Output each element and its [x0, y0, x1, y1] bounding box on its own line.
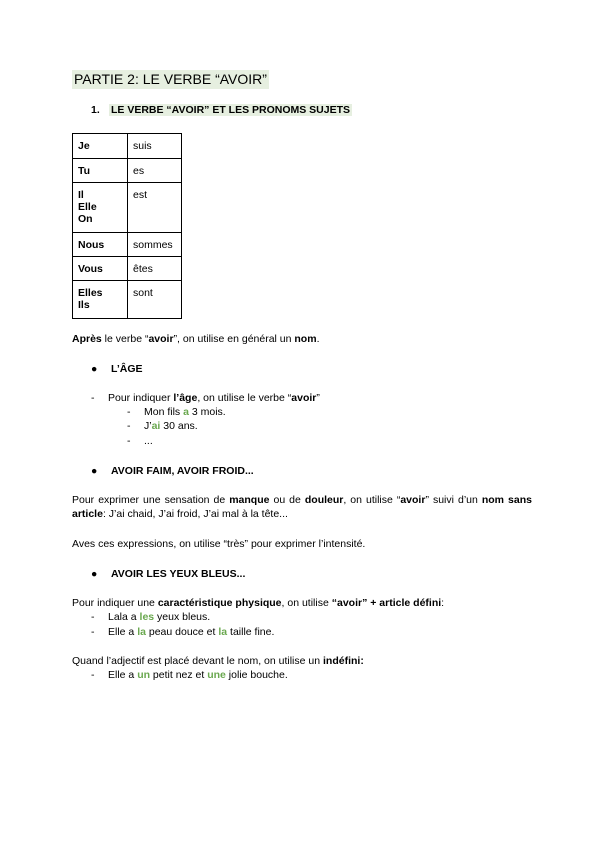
- section-label: LE VERBE “AVOIR” ET LES PRONOMS SUJETS: [111, 104, 351, 116]
- bullet-icon: ●: [91, 363, 98, 375]
- pronoun-cell: Tu: [73, 159, 128, 183]
- bullet-icon: ●: [91, 568, 98, 580]
- table-row: [73, 233, 182, 257]
- verb-cell: êtes: [128, 257, 182, 281]
- pronoun-cell: Je: [73, 134, 128, 159]
- faim-paragraph: Pour exprimer une sensation de manque ou de douleur, on utilise “avoir” suivi d’un nom sans article: J’ai chaid, J’ai froid, J’ai mal à la tête...: [72, 494, 532, 520]
- list-item: - Lala a les yeux bleus.: [91, 611, 211, 623]
- intro-paragraph: Après le verbe “avoir”, on utilise en général un nom.: [72, 333, 320, 345]
- table-row: [73, 281, 182, 319]
- section-number: 1.: [91, 104, 100, 116]
- heading-faim: ● AVOIR FAIM, AVOIR FROID...: [91, 465, 254, 477]
- pronoun-cell: Nous: [73, 233, 128, 257]
- indefini-paragraph: Quand l’adjectif est placé devant le nom, on utilise un indéfini:: [72, 655, 364, 667]
- verb-cell: sont: [128, 281, 182, 319]
- list-item: - Mon fils a 3 mois.: [127, 406, 226, 418]
- section-heading: [91, 103, 352, 117]
- verb-cell: sommes: [128, 233, 182, 257]
- list-item: - ...: [127, 435, 153, 447]
- bullet-icon: ●: [91, 465, 98, 477]
- heading-yeux: ● AVOIR LES YEUX BLEUS...: [91, 568, 246, 580]
- table-row: [73, 257, 182, 281]
- verb-cell: es: [128, 159, 182, 183]
- table-row: [73, 159, 182, 183]
- age-rule: - Pour indiquer l’âge, on utilise le verbe “avoir”: [91, 392, 320, 404]
- list-item: - Elle a un petit nez et une jolie bouche.: [91, 669, 288, 681]
- table-row: [73, 183, 182, 233]
- verb-cell: est: [128, 183, 182, 233]
- page-title: PARTIE 2: LE VERBE “AVOIR”: [74, 71, 267, 87]
- yeux-paragraph: Pour indiquer une caractéristique physique, on utilise “avoir” + article défini:: [72, 597, 445, 609]
- table-row: [73, 134, 182, 159]
- list-item: - Elle a la peau douce et la taille fine.: [91, 626, 275, 638]
- pronoun-cell: Elles Ils: [73, 281, 128, 319]
- intensity-paragraph: Aves ces expressions, on utilise “très” pour exprimer l’intensité.: [72, 538, 366, 550]
- conjugation-table: [72, 133, 182, 319]
- pronoun-cell: Vous: [73, 257, 128, 281]
- list-item: - J’ai 30 ans.: [127, 420, 198, 432]
- heading-age: ● L’ÂGE: [91, 363, 143, 375]
- pronoun-cell: Il Elle On: [73, 183, 128, 233]
- verb-cell: suis: [128, 134, 182, 159]
